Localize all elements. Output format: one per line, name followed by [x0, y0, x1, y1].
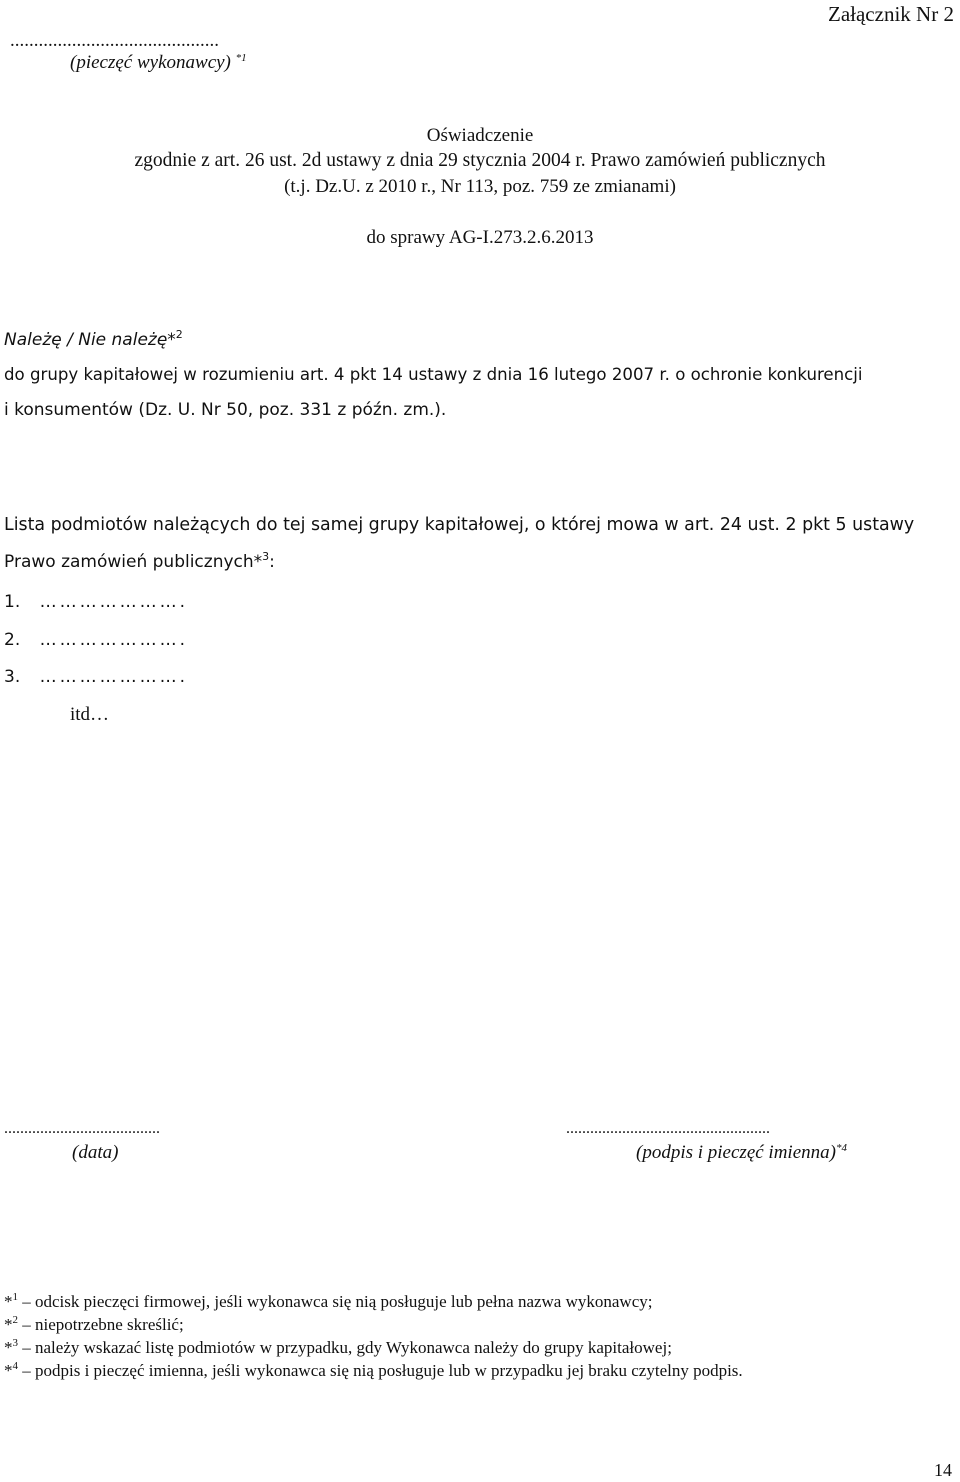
signature-label: (podpis i pieczęć imienna) [636, 1142, 836, 1163]
list-item [4, 667, 188, 687]
date-dotted-line: ....................................... [4, 1120, 160, 1137]
membership-choice-sup: 2 [175, 328, 183, 341]
stamp-caption [70, 52, 247, 74]
membership-choice-text: Należę / Nie należę [4, 330, 168, 350]
footnote-sup: 1 [12, 1291, 18, 1303]
footnote-text: – podpis i pieczęć imienna, jeśli wykonawca się nią posługuje lub w przypadku jej braku czytelny podpis. [18, 1361, 743, 1380]
date-label: (data) [72, 1142, 119, 1163]
stamp-footnote-mark: *1 [235, 52, 247, 64]
case-reference: do sprawy AG-I.273.2.6.2013 [366, 227, 594, 248]
list-item [4, 592, 188, 612]
list-item-number: 2. [4, 630, 21, 650]
footnote-text: – należy wskazać listę podmiotów w przypadku, gdy Wykonawca należy do grupy kapitałowej; [18, 1338, 672, 1357]
footnote-item [4, 1315, 184, 1335]
list-item-blank: …………………. [39, 592, 189, 612]
list-intro-line1: Lista podmiotów należących do tej samej grupy kapitałowej, o której mowa w art. 24 ust. 2 pkt 5 ustawy [4, 515, 915, 535]
legal-citation-line: (t.j. Dz.U. z 2010 r., Nr 113, poz. 759 ze zmianami) [284, 176, 676, 197]
stamp-label: (pieczęć wykonawcy) [70, 52, 231, 73]
list-item [4, 630, 188, 650]
footnote-mark: * [4, 1361, 13, 1380]
list-item-number: 1. [4, 592, 21, 612]
list-item-number: 3. [4, 667, 21, 687]
footnote-item [4, 1338, 672, 1358]
list-etc: itd… [70, 704, 110, 725]
footnote-item [4, 1292, 652, 1312]
list-intro-line2 [4, 552, 275, 572]
footnote-item [4, 1361, 743, 1381]
page-number: 14 [934, 1460, 952, 1480]
stamp-dotted-line: ............................................ [10, 30, 219, 51]
annex-label: Załącznik Nr 2 [828, 2, 954, 26]
membership-choice [4, 330, 183, 350]
list-intro-colon: : [269, 552, 275, 572]
list-intro-text: Prawo zamówień publicznych* [4, 552, 263, 572]
document-heading: Oświadczenie [426, 125, 534, 146]
footnote-mark: * [4, 1338, 13, 1357]
list-intro-sup: 3 [262, 550, 270, 563]
membership-choice-mark: * [167, 330, 176, 350]
list-item-blank: …………………. [39, 667, 189, 687]
footnote-sup: 3 [12, 1337, 18, 1349]
footnote-sup: 4 [12, 1360, 18, 1372]
legal-basis-line: zgodnie z art. 26 ust. 2d ustawy z dnia 29 stycznia 2004 r. Prawo zamówień publicznych [134, 150, 826, 171]
signature-footnote-mark: *4 [835, 1142, 847, 1154]
signature-dotted-line: ................................................... [566, 1120, 770, 1137]
footnote-mark: * [4, 1315, 13, 1334]
declaration-text-line1: do grupy kapitałowej w rozumieniu art. 4 pkt 14 ustawy z dnia 16 lutego 2007 r. o ochronie konkurencji [4, 365, 863, 384]
footnote-text: – odcisk pieczęci firmowej, jeśli wykonawca się nią posługuje lub pełna nazwa wykonawcy; [18, 1292, 653, 1311]
list-item-blank: …………………. [39, 630, 189, 650]
declaration-text-line2: i konsumentów (Dz. U. Nr 50, poz. 331 z późn. zm.). [4, 400, 447, 420]
signature-caption [636, 1142, 847, 1164]
footnote-text: – niepotrzebne skreślić; [18, 1315, 184, 1334]
footnote-sup: 2 [12, 1314, 18, 1326]
footnote-mark: * [4, 1292, 13, 1311]
